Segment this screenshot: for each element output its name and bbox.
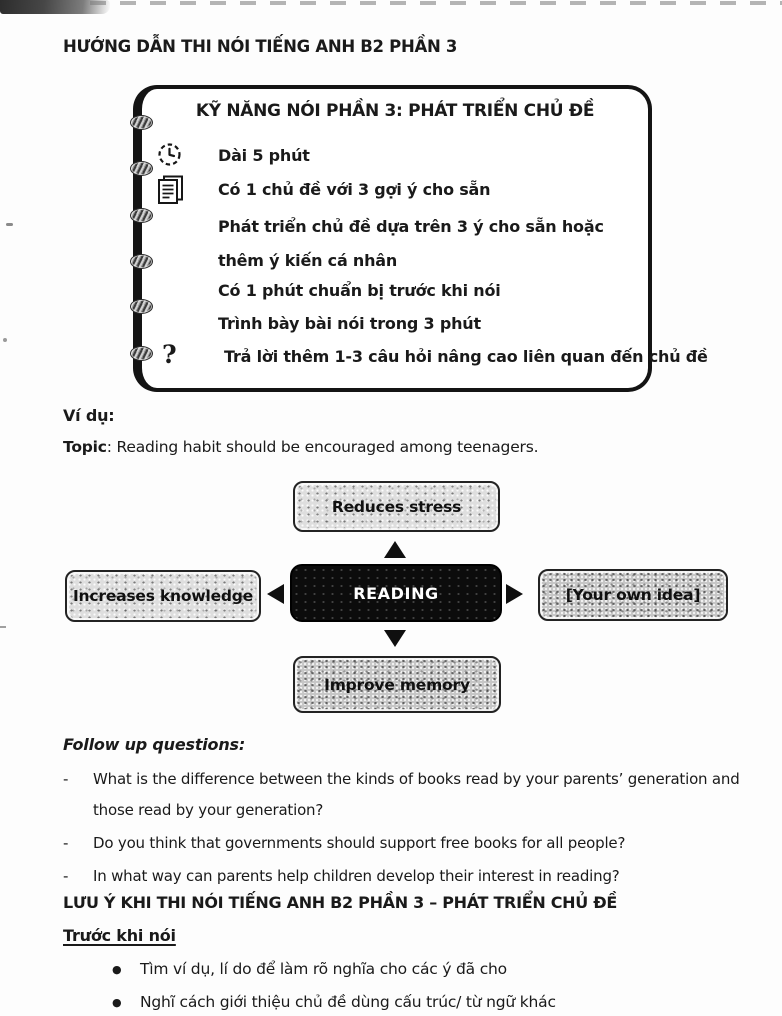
info-box-row: [156, 307, 654, 341]
notes-subheading: Trước khi nói: [63, 926, 176, 945]
spiral-binding-icon: [130, 254, 153, 269]
spiral-binding-icon: [130, 299, 153, 314]
document-icon: [156, 173, 202, 205]
info-box-row: [156, 340, 708, 374]
info-item-text: Dài 5 phút: [218, 146, 310, 165]
info-box: [133, 85, 708, 392]
arrow-down-icon: [384, 630, 406, 647]
icon-spacer: [156, 274, 202, 276]
diagram-node-left: Increases knowledge: [65, 570, 261, 622]
question-mark-icon: ?: [162, 340, 177, 369]
question-text: In what way can parents help children develop their interest in reading?: [93, 867, 620, 885]
info-box-row: [156, 210, 654, 278]
topic-line: [63, 438, 538, 456]
followup-question: [63, 764, 753, 826]
info-item-text: Trình bày bài nói trong 3 phút: [218, 314, 481, 333]
arrow-right-icon: [506, 584, 523, 604]
info-item-text: Có 1 phút chuẩn bị trước khi nói: [218, 281, 501, 300]
icon-spacer: [156, 210, 202, 212]
bullet-text: Nghĩ cách giới thiệu chủ đề dùng cấu trúc/ từ ngữ khác: [140, 993, 556, 1011]
dash-bullet: -: [63, 834, 69, 852]
followup-question: [63, 828, 753, 859]
scan-artifact-margin-mark: [6, 223, 13, 226]
info-box-row: [156, 139, 654, 173]
followup-question: [63, 861, 753, 892]
bullet-icon: ●: [112, 963, 122, 976]
info-item-text: Có 1 chủ đề với 3 gợi ý cho sẵn: [218, 180, 491, 199]
spiral-binding-icon: [130, 161, 153, 176]
notes-heading: LƯU Ý KHI THI NÓI TIẾNG ANH B2 PHẦN 3 – PHÁT TRIỂN CHỦ ĐỀ: [63, 893, 617, 912]
dash-bullet: -: [63, 867, 69, 885]
followup-heading: Follow up questions:: [63, 735, 246, 754]
dash-bullet: -: [63, 770, 69, 788]
info-box-row: [156, 274, 654, 308]
spiral-binding-icon: [130, 346, 153, 361]
bullet-icon: ●: [112, 996, 122, 1009]
page-title: HƯỚNG DẪN THI NÓI TIẾNG ANH B2 PHẦN 3: [63, 37, 458, 56]
question-text: Do you think that governments should support free books for all people?: [93, 834, 626, 852]
note-bullet-item: [112, 959, 720, 981]
arrow-left-icon: [267, 584, 284, 604]
note-bullet-item: [112, 992, 720, 1014]
topic-label: Topic: [63, 438, 107, 456]
topic-text: : Reading habit should be encouraged among teenagers.: [106, 438, 539, 456]
arrow-up-icon: [384, 541, 406, 558]
example-label: Ví dụ:: [63, 406, 115, 425]
info-box-row: [156, 173, 654, 207]
question-text: What is the difference between the kinds of books read by your parents’ generation and those read by your generation?: [93, 770, 740, 819]
diagram-node-bottom: Improve memory: [293, 656, 501, 713]
clock-icon: [156, 139, 202, 168]
diagram-node-center: READING: [290, 564, 502, 622]
diagram-node-right: [Your own idea]: [538, 569, 728, 621]
scan-artifact-top-line: [0, 1, 782, 5]
scan-artifact-margin-mark: [0, 626, 6, 628]
spiral-binding-icon: [130, 208, 153, 223]
icon-spacer: [156, 307, 202, 309]
bullet-text: Tìm ví dụ, lí do để làm rõ nghĩa cho các ý đã cho: [140, 960, 507, 978]
info-item-text: Phát triển chủ đề dựa trên 3 ý cho sẵn hoặc thêm ý kiến cá nhân: [218, 217, 604, 270]
scan-artifact-corner-blob: [0, 0, 110, 14]
scan-artifact-margin-mark: [3, 338, 7, 342]
info-item-text: Trả lời thêm 1-3 câu hỏi nâng cao liên quan đến chủ đề: [224, 347, 708, 366]
info-box-title: KỸ NĂNG NÓI PHẦN 3: PHÁT TRIỂN CHỦ ĐỀ: [195, 101, 595, 121]
diagram-node-top: Reduces stress: [293, 481, 500, 532]
